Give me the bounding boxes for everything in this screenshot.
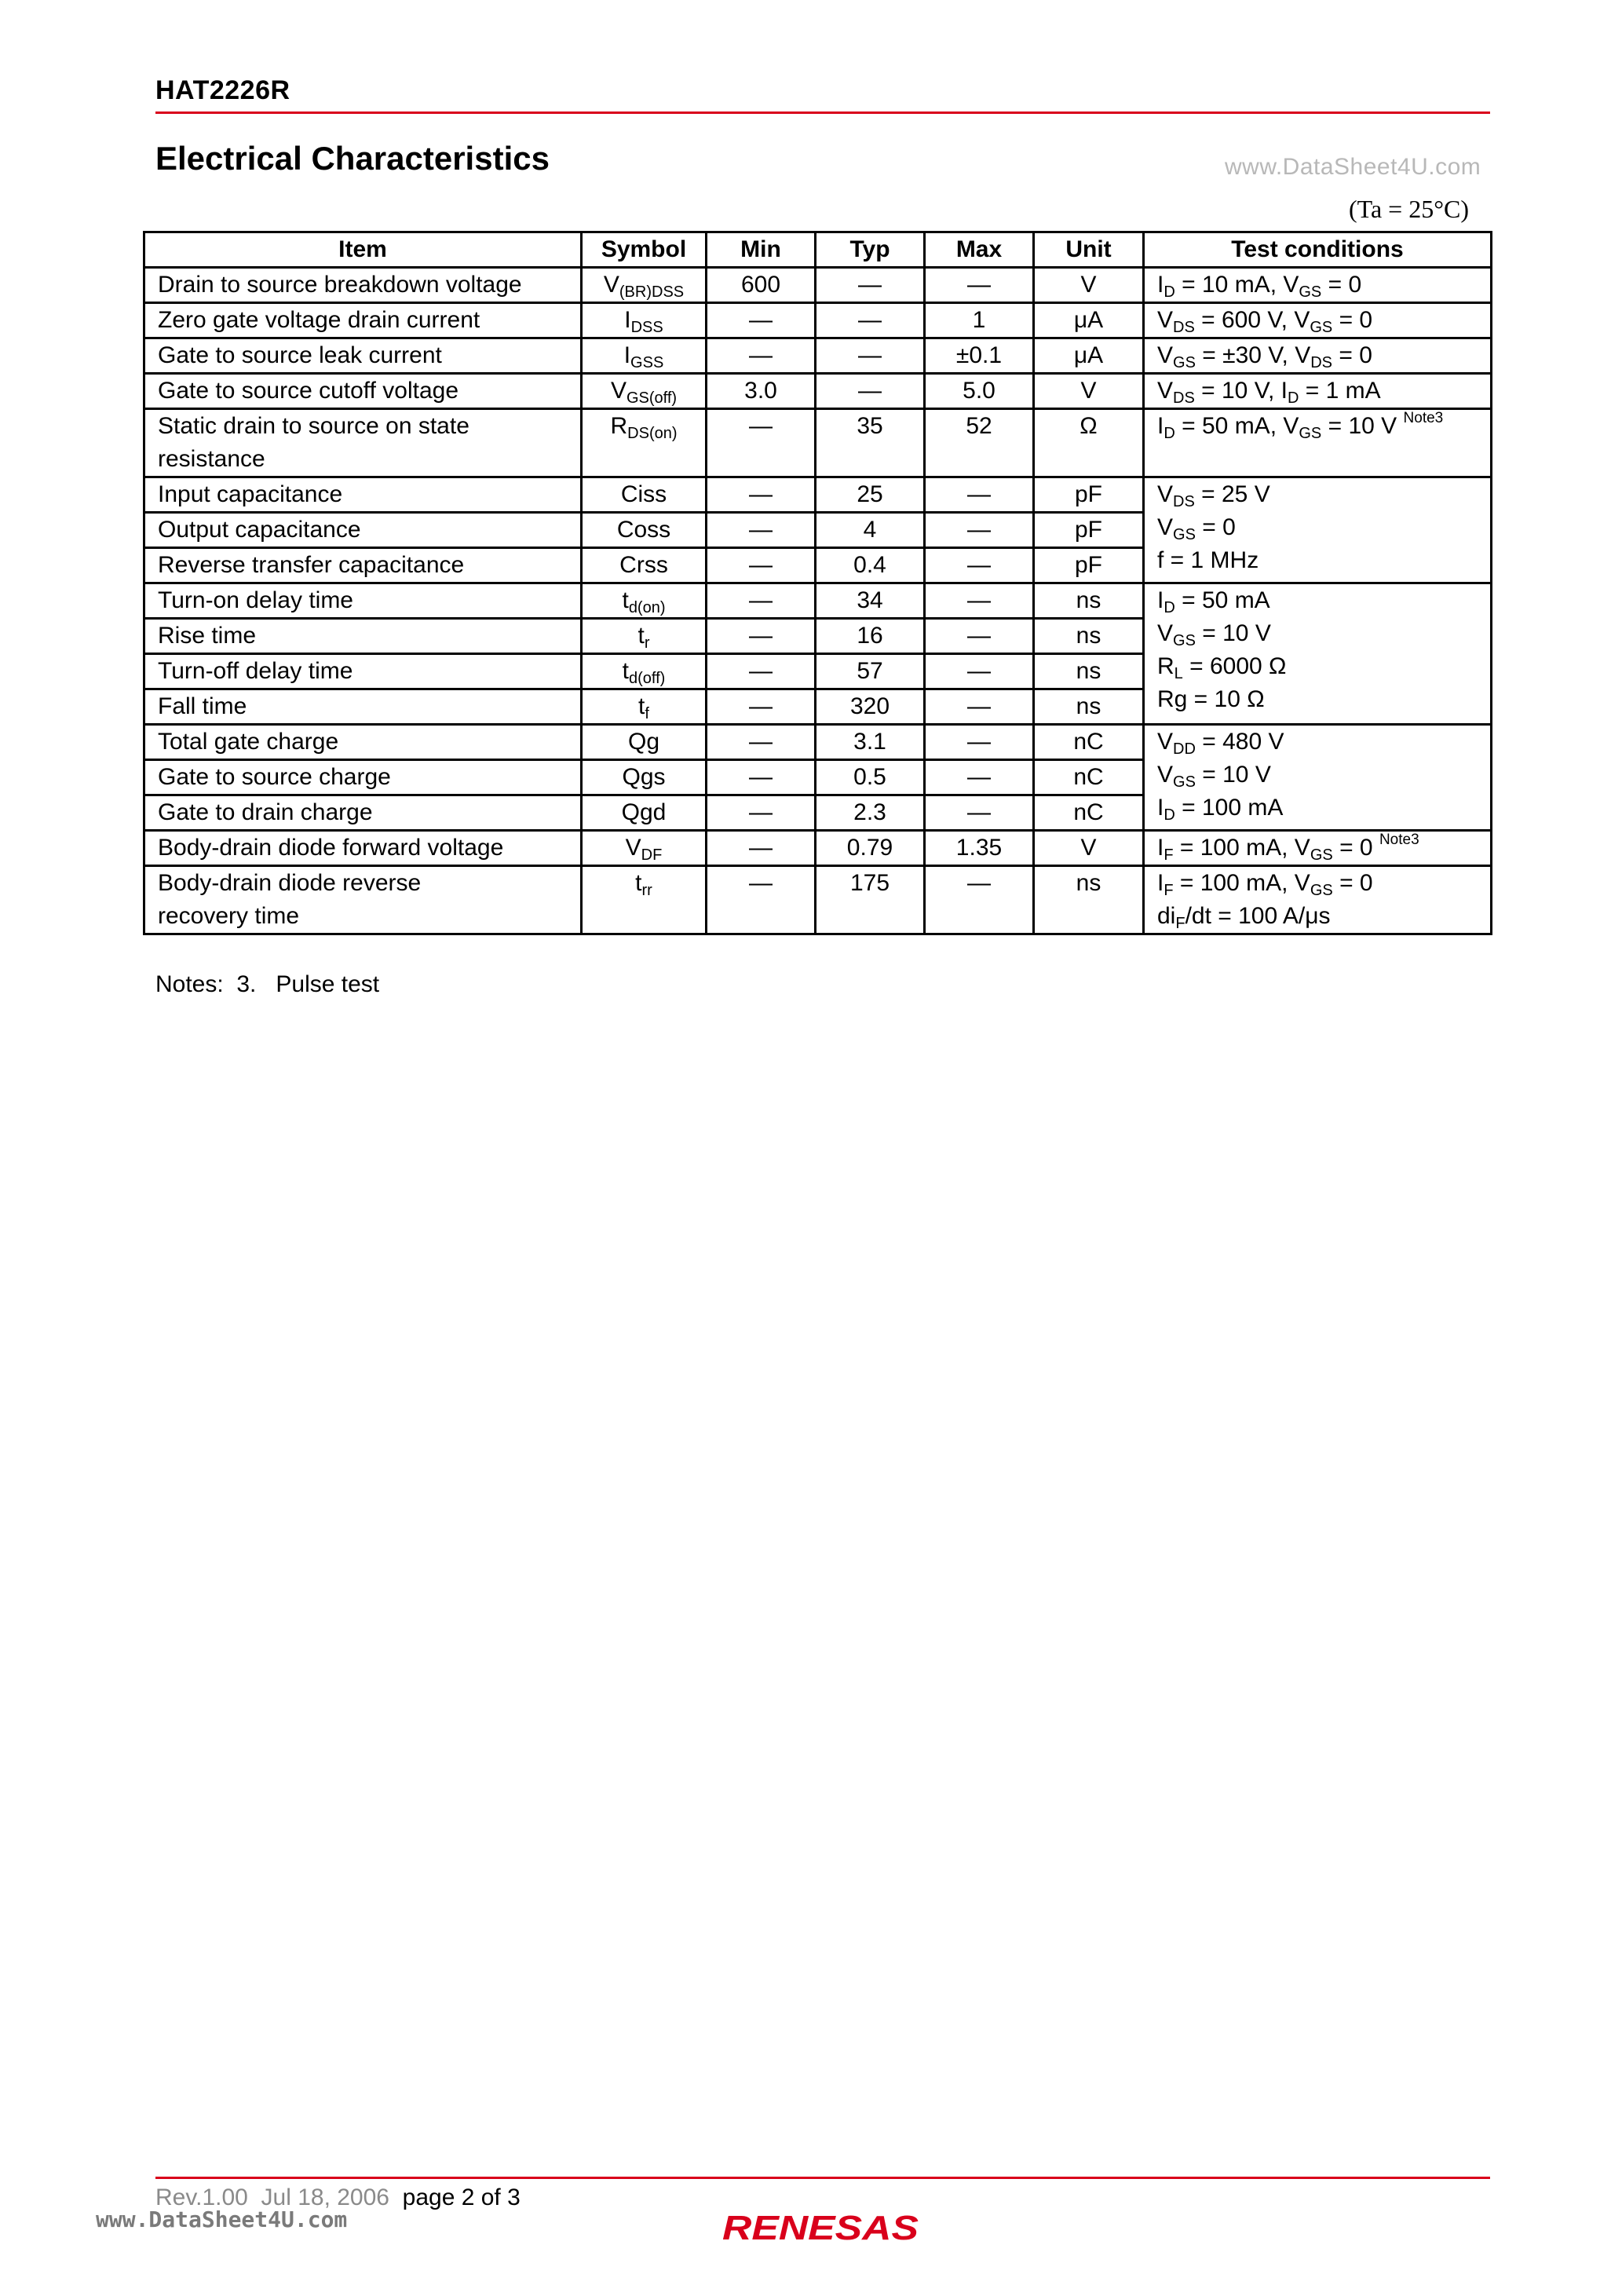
header-rule <box>155 112 1490 114</box>
cell-test-condition <box>1144 477 1492 583</box>
cell-max: — <box>925 689 1034 725</box>
cell-symbol: Qgs <box>582 760 707 795</box>
cell-max: — <box>925 583 1034 619</box>
cell-max: — <box>925 619 1034 654</box>
header-item: Item <box>144 232 582 268</box>
cell-unit: nC <box>1034 760 1144 795</box>
note-ref: Note3 <box>1403 410 1444 426</box>
header-test-conditions: Test conditions <box>1144 232 1492 268</box>
note-ref: Note3 <box>1379 832 1419 848</box>
condition-line: $I_D = 50$ mA <box>1157 587 1270 616</box>
cell-symbol: $I_{GSS}$ <box>582 338 707 374</box>
table-row <box>144 303 1492 338</box>
cell-unit: μA <box>1034 338 1144 374</box>
cell-typ: 0.79 <box>816 831 925 866</box>
condition-line: $V_{GS} = 10$ V <box>1157 620 1271 649</box>
ambient-temperature: (Ta = 25°C) <box>1349 195 1470 223</box>
cell-max: — <box>925 866 1034 934</box>
cell-item: Gate to source cutoff voltage <box>144 374 582 409</box>
cell-unit: ns <box>1034 654 1144 689</box>
condition-line: $V_{DD} = 480$ V <box>1157 729 1284 758</box>
cell-min: — <box>707 831 816 866</box>
table-row <box>144 409 1492 477</box>
cell-unit: ns <box>1034 866 1144 934</box>
cell-typ: 57 <box>816 654 925 689</box>
cell-typ: 25 <box>816 477 925 513</box>
cell-typ: — <box>816 303 925 338</box>
cell-test-condition: $I_D = 50$ mA, $V_{GS} = 10$ V $^{Note3}$ <box>1144 409 1492 477</box>
header-symbol: Symbol <box>582 232 707 268</box>
cell-min: — <box>707 409 816 477</box>
cell-unit: ns <box>1034 583 1144 619</box>
cell-item: Gate to source charge <box>144 760 582 795</box>
table-row <box>144 583 1492 619</box>
footer-rule <box>155 2177 1490 2179</box>
cell-symbol: $t_f$ <box>582 689 707 725</box>
cell-unit: Ω <box>1034 409 1144 477</box>
cell-min: — <box>707 583 816 619</box>
cell-test-condition: $V_{DS} = 10$ V, $I_D = 1$ mA <box>1144 374 1492 409</box>
cell-unit: pF <box>1034 548 1144 583</box>
cell-typ: — <box>816 338 925 374</box>
cell-item: Output capacitance <box>144 513 582 548</box>
watermark-link[interactable]: www.DataSheet4U.com <box>1225 154 1481 180</box>
item-line: Static drain to source on state <box>158 413 469 439</box>
condition-line: $I_F = 100$ mA, $V_{GS} = 0$ <box>1157 870 1373 899</box>
cell-typ: 0.4 <box>816 548 925 583</box>
cell-symbol: Crss <box>582 548 707 583</box>
cell-item: Body-drain diode forward voltage <box>144 831 582 866</box>
cell-unit: nC <box>1034 725 1144 760</box>
cell-min: — <box>707 513 816 548</box>
cell-test-condition: $I_F = 100$ mA, $V_{GS} = 0$ $^{Note3}$ <box>1144 831 1492 866</box>
table-row <box>144 338 1492 374</box>
cell-unit: pF <box>1034 513 1144 548</box>
cell-min: 600 <box>707 268 816 303</box>
table-row <box>144 725 1492 760</box>
table-row <box>144 374 1492 409</box>
condition-line: $V_{GS} = 10$ V <box>1157 762 1271 791</box>
cell-unit: ns <box>1034 619 1144 654</box>
cell-typ: 35 <box>816 409 925 477</box>
cell-max: — <box>925 654 1034 689</box>
cell-symbol: $t_r$ <box>582 619 707 654</box>
cell-min: — <box>707 725 816 760</box>
cell-min: — <box>707 760 816 795</box>
cell-max: 52 <box>925 409 1034 477</box>
table-row <box>144 866 1492 934</box>
cell-unit: pF <box>1034 477 1144 513</box>
cell-symbol: $t_{rr}$ <box>582 866 707 934</box>
header-typ: Typ <box>816 232 925 268</box>
renesas-logo <box>721 2208 925 2251</box>
cell-typ: 2.3 <box>816 795 925 831</box>
cell-unit: V <box>1034 374 1144 409</box>
cell-min: — <box>707 303 816 338</box>
cell-item: Zero gate voltage drain current <box>144 303 582 338</box>
cell-symbol: Ciss <box>582 477 707 513</box>
notes: Notes: 3. Pulse test <box>155 971 380 997</box>
cell-max: 1 <box>925 303 1034 338</box>
cell-max: 5.0 <box>925 374 1034 409</box>
condition-line: $I_D = 100$ mA <box>1157 795 1284 824</box>
condition-line: $V_{DS} = 25$ V <box>1157 481 1270 510</box>
cell-min: — <box>707 619 816 654</box>
cell-typ: — <box>816 374 925 409</box>
cell-symbol: $V_{DF}$ <box>582 831 707 866</box>
cell-max: — <box>925 268 1034 303</box>
cell-max: — <box>925 795 1034 831</box>
cell-max: — <box>925 477 1034 513</box>
cell-min: — <box>707 338 816 374</box>
cell-typ: 34 <box>816 583 925 619</box>
electrical-characteristics-table <box>143 231 1492 935</box>
cell-max: ±0.1 <box>925 338 1034 374</box>
cell-unit: nC <box>1034 795 1144 831</box>
cell-item: Turn-off delay time <box>144 654 582 689</box>
cell-symbol: $t_{d(off)}$ <box>582 654 707 689</box>
cell-symbol: $R_{DS(on)}$ <box>582 409 707 477</box>
watermark-bottom-link[interactable]: www.DataSheet4U.com <box>96 2206 348 2232</box>
cell-max: — <box>925 513 1034 548</box>
cell-unit: μA <box>1034 303 1144 338</box>
cell-min: 3.0 <box>707 374 816 409</box>
cell-item: Rise time <box>144 619 582 654</box>
condition-line: $di_F/dt = 100$ A/μs <box>1157 903 1331 932</box>
header-max: Max <box>925 232 1034 268</box>
cell-item: Turn-on delay time <box>144 583 582 619</box>
cell-item <box>144 409 582 477</box>
cell-test-condition: $I_D = 10$ mA, $V_{GS} = 0$ <box>1144 268 1492 303</box>
cell-item: Gate to source leak current <box>144 338 582 374</box>
cell-symbol: Coss <box>582 513 707 548</box>
revision-date: Rev.1.00 Jul 18, 2006 <box>155 2184 389 2210</box>
condition-line: $R_L = 6000$ Ω <box>1157 653 1287 682</box>
cell-item: Total gate charge <box>144 725 582 760</box>
cell-min: — <box>707 689 816 725</box>
cell-max: 1.35 <box>925 831 1034 866</box>
cell-typ: 175 <box>816 866 925 934</box>
cell-min: — <box>707 795 816 831</box>
cell-item: Drain to source breakdown voltage <box>144 268 582 303</box>
cell-symbol: Qgd <box>582 795 707 831</box>
cell-test-condition <box>1144 866 1492 934</box>
header-min: Min <box>707 232 816 268</box>
cell-item: Gate to drain charge <box>144 795 582 831</box>
cell-item: Input capacitance <box>144 477 582 513</box>
table-row <box>144 268 1492 303</box>
cell-typ: 320 <box>816 689 925 725</box>
cell-item: Fall time <box>144 689 582 725</box>
cell-typ: — <box>816 268 925 303</box>
cell-test-condition <box>1144 583 1492 725</box>
table-row <box>144 831 1492 866</box>
condition-line: Rg = 10 Ω <box>1157 686 1265 712</box>
cell-unit: V <box>1034 268 1144 303</box>
page-number: page 2 of 3 <box>402 2184 521 2210</box>
table-header-row <box>144 232 1492 268</box>
cell-symbol: Qg <box>582 725 707 760</box>
cell-item: Reverse transfer capacitance <box>144 548 582 583</box>
cell-min: — <box>707 866 816 934</box>
cell-item <box>144 866 582 934</box>
svg-text:RENESAS: RENESAS <box>722 2209 919 2247</box>
cell-min: — <box>707 548 816 583</box>
cell-typ: 4 <box>816 513 925 548</box>
cell-unit: V <box>1034 831 1144 866</box>
cell-symbol: $V_{GS(off)}$ <box>582 374 707 409</box>
condition-line: f = 1 MHz <box>1157 547 1259 573</box>
table-row <box>144 477 1492 513</box>
item-line: resistance <box>158 446 265 472</box>
cell-test-condition: $V_{GS} = \pm 30$ V, $V_{DS} = 0$ <box>1144 338 1492 374</box>
part-number: HAT2226R <box>155 75 290 105</box>
cell-unit: ns <box>1034 689 1144 725</box>
cell-symbol: $t_{d(on)}$ <box>582 583 707 619</box>
condition-line: $V_{GS} = 0$ <box>1157 514 1236 543</box>
item-line: Body-drain diode reverse <box>158 870 422 896</box>
header-unit: Unit <box>1034 232 1144 268</box>
renesas-logo-mark <box>721 2208 925 2247</box>
cell-max: — <box>925 760 1034 795</box>
cell-min: — <box>707 477 816 513</box>
cell-test-condition: $V_{DS} = 600$ V, $V_{GS} = 0$ <box>1144 303 1492 338</box>
cell-max: — <box>925 548 1034 583</box>
item-line: recovery time <box>158 903 300 929</box>
cell-typ: 0.5 <box>816 760 925 795</box>
cell-test-condition <box>1144 725 1492 831</box>
cell-typ: 3.1 <box>816 725 925 760</box>
cell-min: — <box>707 654 816 689</box>
section-title: Electrical Characteristics <box>155 140 550 177</box>
cell-symbol: $V_{(BR)DSS}$ <box>582 268 707 303</box>
cell-symbol: $I_{DSS}$ <box>582 303 707 338</box>
cell-max: — <box>925 725 1034 760</box>
cell-typ: 16 <box>816 619 925 654</box>
